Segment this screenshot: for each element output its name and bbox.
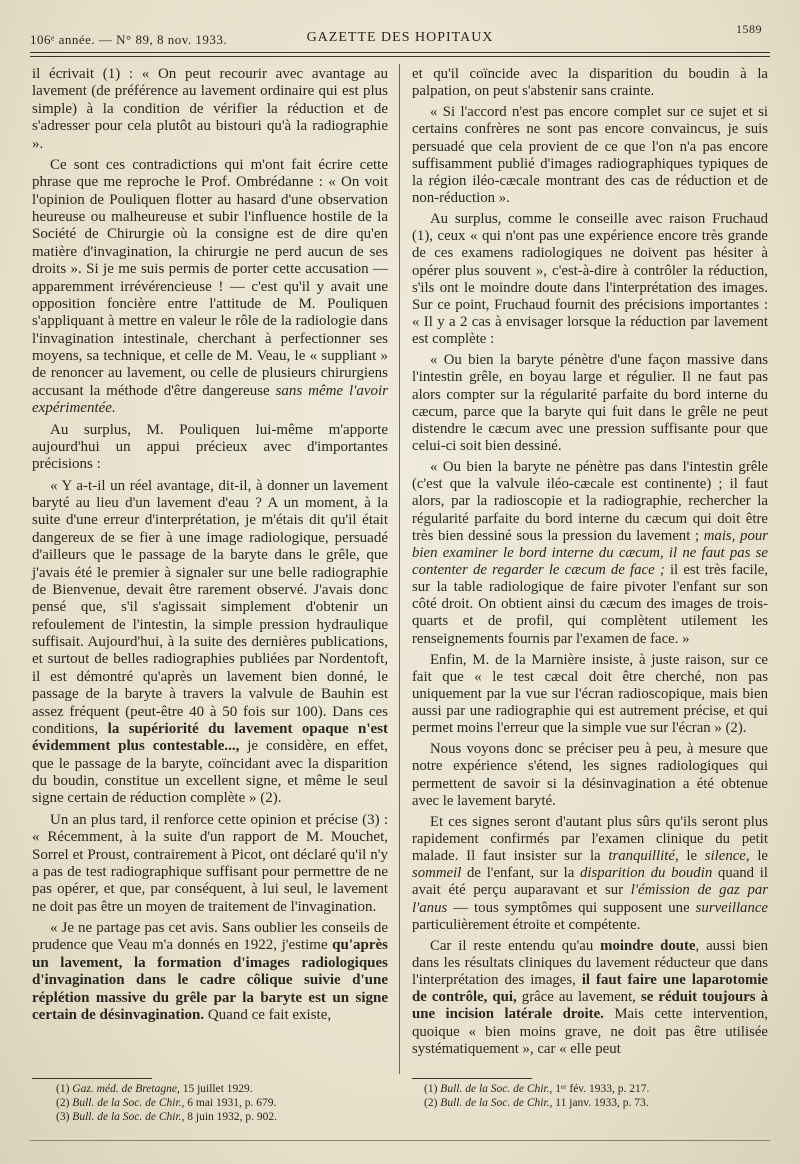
footnotes-left	[56, 1082, 412, 1124]
footnote-rule	[32, 1078, 152, 1079]
paragraph: Car il reste entendu qu'au moindre doute, aussi bien dans les résultats cliniques du lavement réducteur que dans l'interprétation des images, il faut faire une laparotomie de contrôle, qui, grâce au lavement, se réduit toujours à une incision latérale droite. Mais cette intervention, quoique « bien moins grave, ne doit pas être utilisée systématiquement », car « elle peut	[412, 937, 769, 1057]
paragraph: Enfin, M. de la Marnière insiste, à juste raison, sur ce fait que « le test cæcal doit être cherché, non pas uniquement par la vue sur l'écran radioscopique, mais bien aussi par une radiographie qui est autrement précise, et qui permet moins l'erreur que la simple vue sur l'écran » (2).	[412, 651, 768, 737]
header-rule-thin	[30, 56, 770, 57]
footnote: (2) Bull. de la Soc. de Chir., 11 janv. 1933, p. 73.	[424, 1097, 649, 1109]
quote-paragraph: « Je ne partage pas cet avis. Sans oublier les conseils de prudence que Veau m'a donnés en 1922, j'estime qu'après un lavement, la formation d'images radiologiques d'invagination dans le cadre côlique suivie d'une réplétion massive du grêle par la baryte est un signe certain de désinvagination. Quand ce fait existe,	[32, 920, 389, 1023]
quote-paragraph: « Ou bien la baryte pénètre d'une façon massive dans l'intestin grêle, en boyau large et régulier. Il ne faut pas alors compter sur la régularité parfaite du bord interne du cæcum, parce que la baryte qui fuit dans le grêle ne peut distendre le cæcum avec une pression suffisante pour que celui-ci soit bien dessiné.	[412, 352, 768, 454]
quote-paragraph: « Y a-t-il un réel avantage, dit-il, à donner un lavement baryté au lieu d'un lavement d'eau ? A un moment, à la suite d'une erreur d'interprétation, je m'étais dit qu'il était dangereux de se fier à une image radiologique, persuadé d'ailleurs que le passage de la baryte dans le grêle, que j'avais été le premier à signaler sur une belle radiographie de Bienvenue, devait être rarement observé. J'avais donc pensé que, s'il s'agissait simplement d'obtenir un refoulement de l'intestin, la simple pression hydraulique suffisait. Aujourd'hui, à la suite des dernières publications, et surtout de belles radiographies publiées par Nordentoft, il est démontré qu'après un lavement bien donné, le passage de la baryte à travers la valvule de Bauhin est assez fréquent (peut-être 40 à 50 fois sur 100). Dans ces conditions, la supériorité du lavement opaque n'est évidemment plus contestable..., je considère, en effet, que le passage de la baryte, coïncidant avec la disparition du boudin, constitue un excellent signe, et même le seul signe certain de réduction complète » (2).	[32, 477, 389, 807]
issue-info: 106ᵉ année. — N° 89, 8 nov. 1933.	[30, 32, 228, 47]
left-column	[32, 66, 388, 1028]
column-divider	[399, 64, 400, 1074]
quote-paragraph: « Ou bien la baryte ne pénètre pas dans l'intestin grêle (c'est que la valvule iléo-cæcale est continente) ; il faut alors, par la radioscopie et la radiographie, rechercher la régularité parfaite du bord interne du cæcum qui doit être très bien dessiné sous la pression du lavement ; mais, pour bien examiner le bord interne du cæcum, il ne faut pas se contenter de regarder le cæcum de face ; il est très facile, sur la table radiologique de faire pivoter l'enfant sur son côté droit. On obtient ainsi du cæcum des images de trois-quarts et de profil, qui complètent utilement les renseignements fournis par l'examen de face. »	[412, 459, 768, 647]
right-column	[412, 66, 768, 1062]
paragraph: et qu'il coïncide avec la disparition du boudin à la palpation, on peut s'abstenir sans crainte.	[412, 66, 768, 100]
bottom-rule	[30, 1140, 770, 1141]
footnote: (3) Bull. de la Soc. de Chir., 8 juin 1932, p. 902.	[56, 1111, 278, 1123]
publication-title: GAZETTE DES HOPITAUX	[306, 30, 494, 45]
footnote: (1) Bull. de la Soc. de Chir., 1ᵉʳ fév. 1933, p. 217.	[424, 1083, 650, 1095]
header-rule	[30, 52, 770, 53]
footnote: (1) Gaz. méd. de Bretagne, 15 juillet 1929.	[56, 1083, 253, 1095]
paragraph: « Si l'accord n'est pas encore complet sur ce sujet et si certains confrères ne sont pas encore convaincus, je suis persuadé que cela provient de ce que l'on n'a pas encore suffisamment publié d'images radiographiques typiques de la région iléo-cæcale montrant des cas de réduction et de non-réduction ».	[412, 104, 768, 206]
paragraph: Ce sont ces contradictions qui m'ont fait écrire cette phrase que me reproche le Prof. Ombrédanne : « On voit l'opinion de Pouliquen flotter au hasard d'une observation heureuse ou malheureuse et subir l'influence hostile de la Société de Chirurgie où la consigne est de dire qu'en matière d'invagination, la chirurgie ne perd aucun de ses droits ». Si je me suis permis de porter cette accusation — apparemment irrévérencieuse ! — c'est qu'il y avait une opposition foncière entre l'attitude de M. Pouliquen s'appliquant à mettre en valeur le rôle de la radiologie dans l'invagination intestinale, cherchant à perfectionner ses moyens, sa technique, et celle de M. Veau, le « suppliant » de renoncer au lavement, ou celle de plusieurs chirurgiens accusant la méthode d'être dangereuse sans même l'avoir expérimentée.	[32, 156, 388, 417]
page-number: 1589	[736, 22, 762, 36]
footnotes-right	[424, 1082, 780, 1110]
footnote-rule	[412, 1078, 532, 1079]
paragraph: Un an plus tard, il renforce cette opinion et précise (3) : « Récemment, à la suite d'un rapport de M. Mouchet, Sorrel et Proust, contrairement à Picot, ont déclaré qu'il n'y a pas de test radiographique suffisant pour permettre de ne pas opérer, et que, par conséquent, à lui seul, le lavement ne doit pas être un moyen de traitement de l'invagination.	[32, 811, 388, 915]
paragraph: Au surplus, M. Pouliquen lui-même m'apporte aujourd'hui un appui précieux avec d'importantes précisions :	[32, 421, 388, 473]
footnote: (2) Bull. de la Soc. de Chir., 6 mai 1931, p. 679.	[56, 1097, 277, 1109]
paragraph: Au surplus, comme le conseille avec raison Fruchaud (1), ceux « qui n'ont pas une expérience encore très grande de ces examens radiologiques ne doivent pas hésiter à opérer plus souvent », c'est-à-dire à contrôler la réduction, s'ils ont le moindre doute dans l'interprétation des images. Sur ce point, Fruchaud fournit des précisions importantes : « Il y a 2 cas à envisager lorsque la réduction par lavement est complète :	[412, 211, 768, 348]
paragraph: il écrivait (1) : « On peut recourir avec avantage au lavement (de préférence au lavement ordinaire qui est plus simple) à la condition de vérifier la réduction et de s'adresser pour cela plutôt au bistouri qu'à la radiographie ».	[32, 66, 388, 152]
paragraph: Et ces signes seront d'autant plus sûrs qu'ils seront plus rapidement confirmés par l'examen clinique du petit malade. Il faut insister sur la tranquillité, le silence, le sommeil de l'enfant, sur la disparition du boudin quand il avait été perçu auparavant et sur l'émission de gaz par l'anus — tous symptômes qui supposent une surveillance particulièrement étroite et compétente.	[412, 813, 768, 933]
paragraph: Nous voyons donc se préciser peu à peu, à mesure que notre expérience s'étend, les signes radiologiques qui permettent de savoir si la désinvagination a été obtenue avec le lavement baryté.	[412, 741, 768, 809]
page-header	[30, 22, 770, 50]
